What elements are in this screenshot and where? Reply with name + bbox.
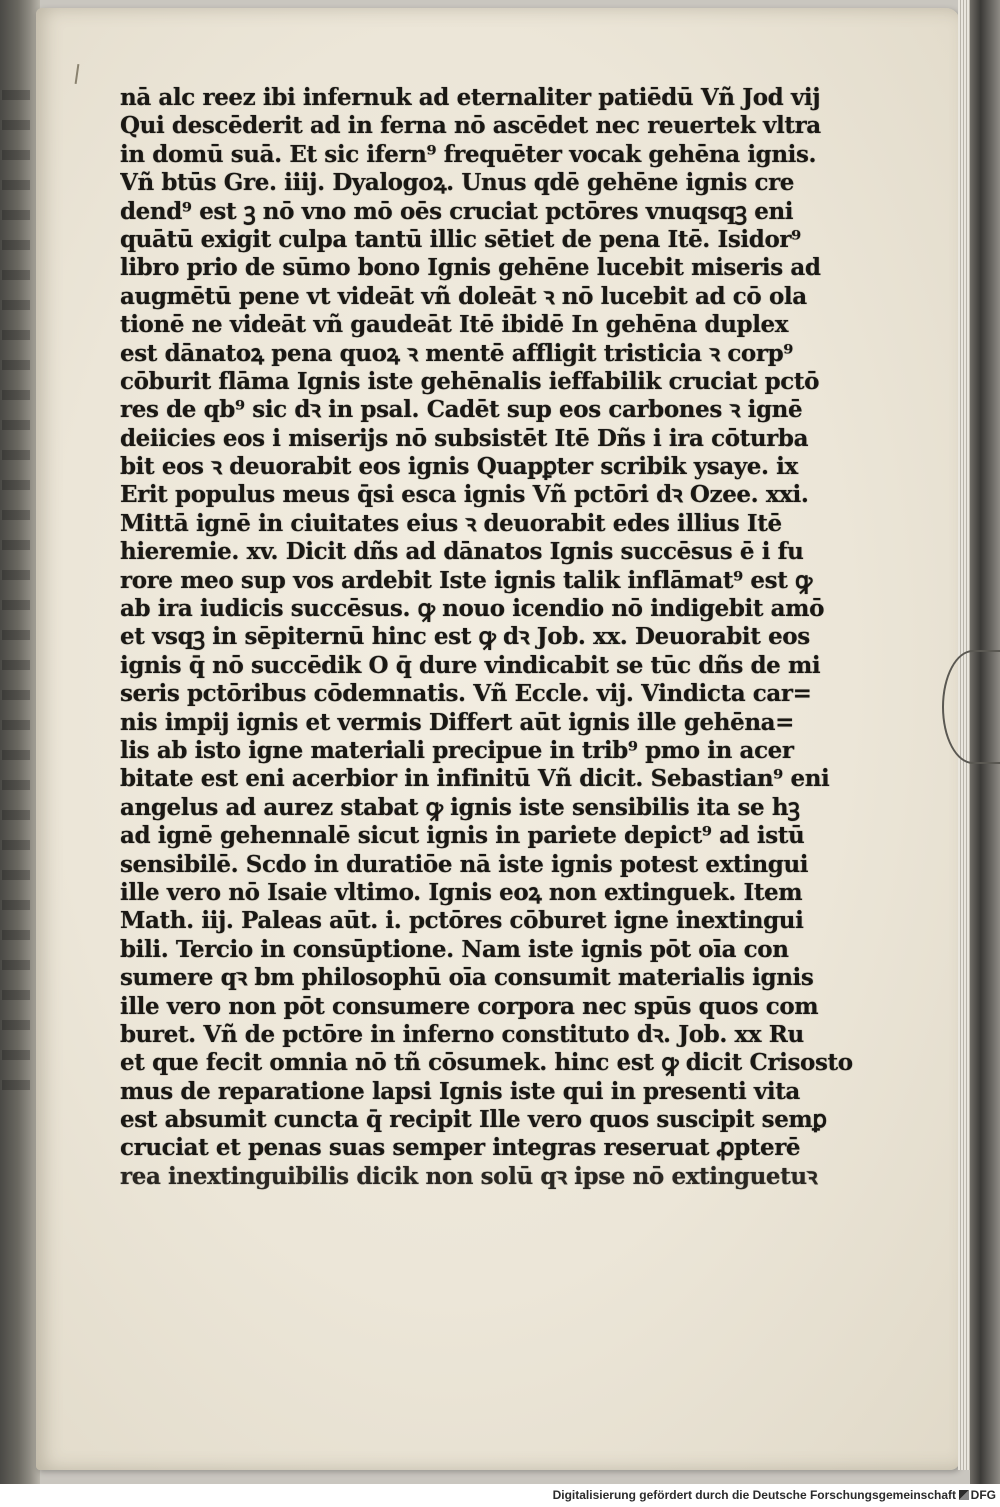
text-line: quātū exigit culpa tantū illic sētiet de pena Itē. Isidor⁹ (120, 225, 801, 253)
text-line: ille vero nō Isaie vltimo. Ignis eoꝝ non extinguek. Item (120, 878, 803, 906)
dfg-logo (959, 1487, 996, 1503)
text-line: Vñ btūs Gre. iiij. Dyalogoꝝ. Unus qdē gehēne ignis cre (120, 169, 795, 197)
footer-credit: Digitalisierung gefördert durch die Deutsche Forschungsgemeinschaft (552, 1488, 956, 1502)
text-line: Erit populus meus q̄si esca ignis Vñ pctōri dꝛ Ozee. xxi. (120, 481, 809, 509)
text-line: res de qb⁹ sic dꝛ in psal. Cadēt sup eos carbones ꝛ ignē (120, 396, 803, 424)
text-line: Qui descēderit ad in ferna nō ascēdet nec reuertek vltra (120, 112, 821, 140)
text-line: sensibilē. Scdo in duratiōe nā iste ignis potest extingui (120, 850, 809, 878)
text-line: seris pctōribus cōdemnatis. Vñ Eccle. vij. Vindicta car= (120, 680, 812, 708)
text-line: bit eos ꝛ deuorabit eos ignis Quapꝑter scribik ysaye. ix (120, 453, 798, 481)
text-line: nis impij ignis et vermis Differt aūt ignis ille gehēna= (120, 708, 795, 736)
facing-page-gutter (0, 0, 40, 1484)
text-block (120, 84, 882, 1274)
text-line: bitate est eni acerbior in infinitū Vñ dicit. Sebastian⁹ eni (120, 765, 830, 793)
text-line: nā alc reez ibi infernuk ad eternaliter patiēdū Vñ Jod vij (120, 84, 821, 111)
footer-bar (0, 1484, 1000, 1507)
text-line: ignis q̄ nō succēdik O q̄ dure vindicabit se tūc dñs de mi (120, 651, 821, 679)
text-line: tionē ne videāt vñ gaudeāt Itē ibidē In gehēna duplex (120, 311, 789, 339)
text-line: mus de reparatione lapsi Ignis iste qui in presenti vita (120, 1077, 800, 1105)
text-line: hieremie. xv. Dicit dñs ad dānatos Ignis succēsus ē i fu (120, 538, 804, 566)
text-line: Math. iij. Paleas aūt. i. pctōres cōburet igne inextingui (120, 907, 804, 935)
text-line: sumere qꝛ bm philosophū oīa consumit materialis ignis (120, 964, 814, 992)
text-line: ab ira iudicis succēsus. ꝙ nouo icendio nō indigebit amō (120, 595, 825, 623)
text-line: ad ignē gehennalē sicut ignis in pariete depict⁹ ad istū (120, 822, 805, 850)
dfg-logo-icon (959, 1490, 969, 1500)
text-line: rea inextinguibilis dicik non solū qꝛ ipse nō extinguetuꝛ (120, 1162, 818, 1190)
text-line: et vsqꝫ in sēpiternū hinc est ꝙ dꝛ Job. xx. Deuorabit eos (120, 623, 810, 651)
text-line: bili. Tercio in consūptione. Nam iste ignis pōt oīa con (120, 935, 789, 963)
text-line: lis ab isto igne materiali precipue in trib⁹ pmo in acer (120, 736, 794, 764)
text-line: est dānatoꝝ pena quoꝝ ꝛ mentē affligit tristicia ꝛ corp⁹ (120, 339, 793, 367)
text-line: buret. Vñ de pctōre in inferno constituto dꝛ. Job. xx Ru (120, 1020, 804, 1048)
text-line: rore meo sup vos ardebit Iste ignis talik inflāmat⁹ est ꝙ (120, 566, 812, 594)
text-line: libro prio de sūmo bono Ignis gehēne lucebit miseris ad (120, 254, 821, 282)
text-line: est absumit cuncta q̄ recipit Ille vero quos suscipit semꝑ (120, 1106, 827, 1134)
text-line: in domū suā. Et sic ifern⁹ frequēter vocak gehēna ignis. (120, 140, 817, 168)
clip-mark (942, 650, 1000, 764)
text-line: dend⁹ est ꝫ nō vno mō oēs cruciat pctōres vnuqsqꝫ eni (120, 197, 794, 225)
text-line: et que fecit omnia nō tñ cōsumek. hinc est ꝙ dicit Crisosto (120, 1049, 853, 1077)
text-line: ille vero non pōt consumere corpora nec spūs quos com (120, 992, 819, 1020)
text-line: augmētū pene vt videāt vñ doleāt ꝛ nō lucebit ad cō ola (120, 282, 807, 310)
text-line: angelus ad aurez stabat ꝙ ignis iste sensibilis ita se hꝫ (120, 793, 800, 821)
facing-page-text-shadow (2, 90, 30, 1090)
dfg-logo-text: DFG (970, 1488, 996, 1502)
text-line: cruciat et penas suas semper integras reseruat ꝓpterē (120, 1134, 801, 1162)
text-line: Mittā ignē in ciuitates eius ꝛ deuorabit edes illius Itē (120, 509, 782, 537)
text-line: cōburit flāma Ignis iste gehēnalis ieffabilik cruciat pctō (120, 367, 820, 395)
text-line: deiicies eos i miserijs nō subsistēt Itē Dñs i ira cōturba (120, 424, 809, 452)
